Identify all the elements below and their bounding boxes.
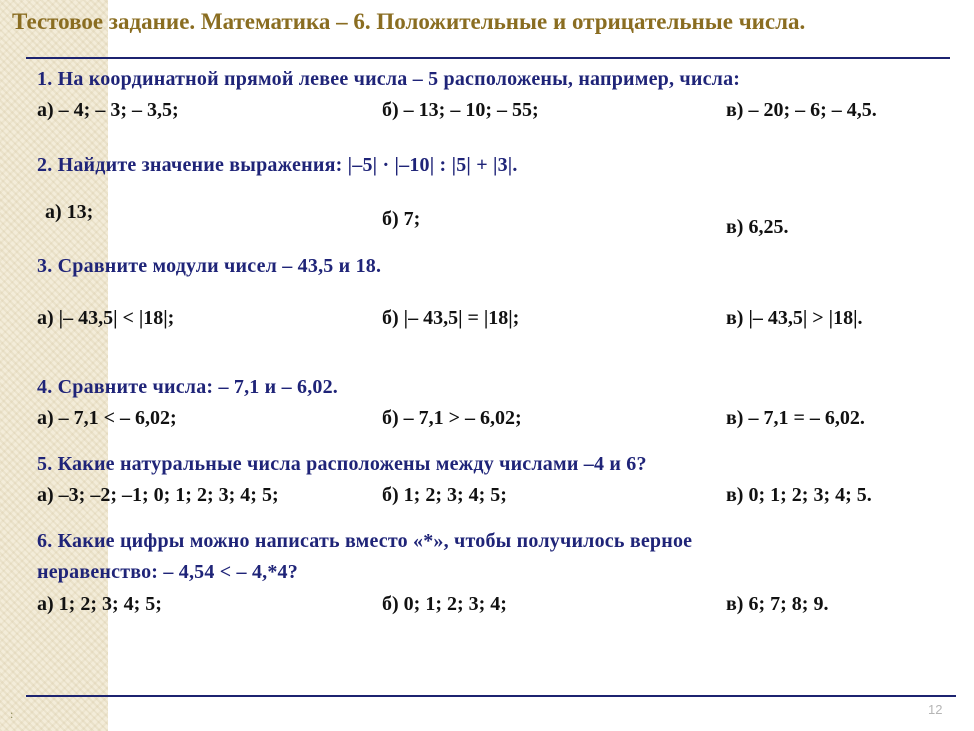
question-4-answer-a[interactable]: а) – 7,1 < – 6,02; [37, 407, 177, 429]
question-5-answer-c[interactable]: в) 0; 1; 2; 3; 4; 5. [726, 484, 872, 506]
question-6-text-line1: 6. Какие цифры можно написать вместо «*», чтобы получилось верное [37, 530, 693, 552]
question-1-answer-a[interactable]: а) – 4; – 3; – 3,5; [37, 99, 179, 121]
question-4-answer-c[interactable]: в) – 7,1 = – 6,02. [726, 407, 865, 429]
corner-mark: : [10, 707, 14, 721]
question-1-answer-c[interactable]: в) – 20; – 6; – 4,5. [726, 99, 877, 121]
bottom-divider [26, 695, 956, 697]
question-1-text: 1. На координатной прямой левее числа – 5 расположены, например, числа: [37, 68, 741, 90]
question-3-answer-a[interactable]: а) |– 43,5| < |18|; [37, 307, 175, 329]
question-5-answer-b[interactable]: б) 1; 2; 3; 4; 5; [382, 484, 507, 506]
question-3-text: 3. Сравните модули чисел – 43,5 и 18. [37, 255, 382, 277]
question-3-answer-c[interactable]: в) |– 43,5| > |18|. [726, 307, 863, 329]
slide-number: 12 [928, 702, 943, 717]
question-2-answer-c[interactable]: в) 6,25. [726, 216, 789, 238]
page-title: Тестовое задание. Математика – 6. Положительные и отрицательные числа. [12, 9, 806, 34]
question-2-answer-a[interactable]: а) 13; [45, 201, 94, 223]
question-2-answer-b[interactable]: б) 7; [382, 208, 421, 230]
question-6-answer-c[interactable]: в) 6; 7; 8; 9. [726, 593, 829, 615]
top-divider [26, 57, 950, 59]
question-6-answer-b[interactable]: б) 0; 1; 2; 3; 4; [382, 593, 507, 615]
question-5-answer-a[interactable]: а) –3; –2; –1; 0; 1; 2; 3; 4; 5; [37, 484, 279, 506]
question-5-text: 5. Какие натуральные числа расположены между числами –4 и 6? [37, 453, 647, 475]
question-4-answer-b[interactable]: б) – 7,1 > – 6,02; [382, 407, 522, 429]
question-2-text: 2. Найдите значение выражения: |–5| · |–10| : |5| + |3|. [37, 154, 518, 176]
question-3-answer-b[interactable]: б) |– 43,5| = |18|; [382, 307, 520, 329]
question-1-answer-b[interactable]: б) – 13; – 10; – 55; [382, 99, 539, 121]
question-6-text-line2: неравенство: – 4,54 < – 4,*4? [37, 561, 298, 583]
question-4-text: 4. Сравните числа: – 7,1 и – 6,02. [37, 376, 338, 398]
question-6-answer-a[interactable]: а) 1; 2; 3; 4; 5; [37, 593, 162, 615]
